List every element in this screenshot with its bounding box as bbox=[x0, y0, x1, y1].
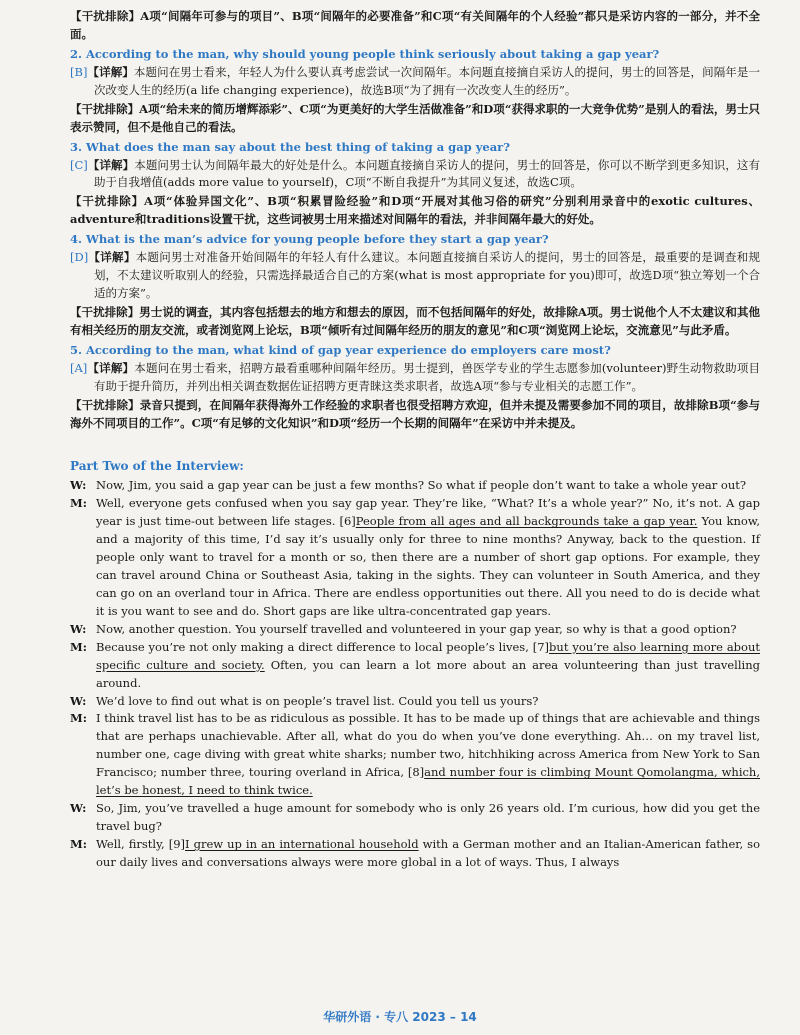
detail-tag: 【详解】 bbox=[88, 250, 136, 265]
distract-tag: 【干扰排除】 bbox=[70, 305, 140, 319]
detail-tag: 【详解】 bbox=[87, 360, 135, 375]
dialogue-turn bbox=[70, 836, 760, 872]
speaker-label: W: bbox=[70, 693, 87, 708]
turn-text bbox=[96, 800, 760, 836]
dialogue-turn bbox=[70, 477, 760, 495]
question-5: 5. According to the man, what kind of gap year experience do employers care most? bbox=[70, 342, 611, 357]
dialogue-turn bbox=[70, 495, 760, 621]
turn-text bbox=[96, 639, 760, 693]
turn-text bbox=[96, 495, 760, 621]
distract-block-q3 bbox=[70, 193, 760, 229]
dialogue-turn bbox=[70, 693, 760, 711]
speaker-label: W: bbox=[70, 801, 87, 816]
distract-tag: 【干扰排除】 bbox=[70, 194, 144, 209]
speaker-label: W: bbox=[70, 478, 87, 493]
distract-block-q5 bbox=[70, 397, 760, 433]
distract-block-q4 bbox=[70, 304, 760, 340]
turn-text bbox=[96, 710, 760, 800]
question-4: 4. What is the man’s advice for young people before they start a gap year? bbox=[70, 232, 549, 247]
dialogue-turn bbox=[70, 639, 760, 693]
speaker-label: W: bbox=[70, 621, 87, 636]
turn-segment: Because you’re not only making a direct difference to local people’s lives, [7] bbox=[96, 639, 550, 654]
interview-transcript bbox=[70, 477, 760, 872]
answer-underline: People from all ages and all backgrounds take a gap year. bbox=[355, 514, 698, 529]
section-title: Part Two of the Interview: bbox=[70, 458, 244, 473]
distract-block-q1 bbox=[70, 8, 760, 44]
speaker-label: M: bbox=[70, 837, 87, 852]
dialogue-turn bbox=[70, 800, 760, 836]
turn-segment: We’d love to find out what is on people’s travel list. Could you tell us yours? bbox=[96, 693, 539, 708]
distract-text: 男士说的调查，其内容包括想去的地方和想去的原因，而不包括间隔年的好处，故排除A项。男士说他个人不太建议和其他有相关经历的朋友交流，或者浏览网上论坛，B项“倾听有过间隔年经历的朋友的意见”和C项“浏览网上论坛，交流意见”与此矛盾。 bbox=[70, 305, 760, 337]
turn-segment: Often, you can learn a lot more about an area volunteering than just travelling around. bbox=[96, 657, 760, 690]
page-footer: 华研外语 · 专八 2023 – 14 bbox=[323, 1010, 477, 1025]
answer-underline: I grew up in an international household bbox=[185, 837, 419, 852]
answer-underline: and number four is climbing Mount Qomolangma, which, let’s be honest, I need to think twice. bbox=[96, 765, 760, 798]
detail-tag: 【详解】 bbox=[87, 157, 135, 172]
answer-detail-3 bbox=[70, 157, 760, 193]
answer-underline: but you’re also learning more about specific culture and society. bbox=[96, 639, 760, 672]
turn-segment: with a German mother and an Italian-American father, so our daily lives and conversations always were more global in a lot of ways. Thus, I always bbox=[96, 837, 760, 869]
turn-segment: Well, firstly, [9] bbox=[96, 837, 186, 852]
distract-tag: 【干扰排除】 bbox=[70, 397, 140, 412]
question-3: 3. What does the man say about the best thing of taking a gap year? bbox=[70, 139, 510, 154]
answer-detail-4 bbox=[70, 249, 760, 303]
distract-tag: 【干扰排除】 bbox=[70, 9, 141, 23]
turn-segment: Well, everyone gets confused when you say gap year. They’re like, “What? It’s a whole year?” No, it’s not. A gap year is just time-out between life stages. [6] bbox=[96, 496, 760, 529]
speaker-label: M: bbox=[70, 639, 87, 654]
question-2: 2. According to the man, why should young people think seriously about taking a gap year? bbox=[70, 46, 660, 61]
distract-text: A项“间隔年可参与的项目”、B项“间隔年的必要准备”和C项“有关间隔年的个人经验”都只是采访内容的一部分，并不全面。 bbox=[70, 9, 760, 41]
detail-text: 本题问男士对准备开始间隔年的年轻人有什么建议。本问题直接摘自采访人的提问，男士的回答是，最重要的是调查和规划，不太建议听取别人的经验，只需选择最适合自己的方案(what is most appropriate for you)即可，故选D项“独立筹划一个合适的方案”。 bbox=[94, 250, 761, 301]
answer-letter: [B] bbox=[70, 64, 88, 79]
turn-segment: You know, and a majority of this time, I’d say it’s usually only for three to nine months? Anyway, back to the question. If people only want to travel for a month or so, then there are a number of short gap options. For example, they can travel around China or Southeast Asia, taking in the sights. They can volunteer in South America, and they can go on an overland tour in Africa. There are endless opportunities out there. All you need to do is decide what it is you want to see and do. Short gaps are like ultra-concentrated gap years. bbox=[96, 514, 760, 618]
turn-text bbox=[96, 477, 760, 495]
detail-tag: 【详解】 bbox=[87, 64, 134, 79]
distract-text: 录音只提到，在间隔年获得海外工作经验的求职者也很受招聘方欢迎，但并未提及需要参加不同的项目，故排除B项“参与海外不同项目的工作”。C项“有足够的文化知识”和D项“经历一个长期的间隔年”在采访中并未提及。 bbox=[70, 397, 760, 430]
answer-detail-2 bbox=[70, 64, 760, 100]
speaker-label: M: bbox=[70, 711, 87, 726]
dialogue-turn bbox=[70, 621, 760, 639]
speaker-label: M: bbox=[70, 496, 87, 511]
dialogue-turn bbox=[70, 710, 760, 800]
turn-segment: Now, Jim, you said a gap year can be just a few months? So what if people don’t want to take a whole year out? bbox=[96, 478, 747, 493]
detail-text: 本题问在男士看来，年轻人为什么要认真考虑尝试一次间隔年。本问题直接摘自采访人的提问，男士的回答是，间隔年是一次改变人生的经历(a life changing experience)，故选B项“为了拥有一次改变人生的经历”。 bbox=[94, 64, 760, 97]
distract-text: A项“体验异国文化”、B项“积累冒险经验”和D项“开展对其他习俗的研究”分别利用录音中的exotic cultures、adventure和traditions设置干扰，这些词被男士用来描述对间隔年的看法，并非间隔年最大的好处。 bbox=[70, 194, 760, 227]
turn-text bbox=[96, 693, 760, 711]
answer-letter: [A] bbox=[70, 360, 88, 375]
answer-letter: [C] bbox=[70, 157, 88, 172]
turn-text bbox=[96, 836, 760, 872]
detail-text: 本题问在男士看来，招聘方最看重哪种间隔年经历。男士提到，兽医学专业的学生志愿参加(volunteer)野生动物救助项目有助于提升简历，并列出相关调查数据佐证招聘方更青睐这类求职者，故选A项“参与专业相关的志愿工作”。 bbox=[94, 360, 761, 393]
turn-segment: So, Jim, you’ve travelled a huge amount for somebody who is only 26 years old. I’m curious, how did you get the travel bug? bbox=[96, 801, 760, 834]
turn-segment: Now, another question. You yourself travelled and volunteered in your gap year, so why is that a good option? bbox=[96, 621, 737, 636]
detail-text: 本题问男士认为间隔年最大的好处是什么。本问题直接摘自采访人的提问，男士的回答是，你可以不断学到更多知识，这有助于自我增值(adds more value to yourself)，C项“不断自我提升”为其同义复述，故选C项。 bbox=[94, 157, 760, 190]
answer-letter: [D] bbox=[70, 250, 89, 265]
distract-block-q2 bbox=[70, 101, 760, 137]
distract-text: A项“给未来的简历增辉添彩”、C项“为更美好的大学生活做准备”和D项“获得求职的一大竞争优势”是别人的看法，男士只表示赞同，但不是他自己的看法。 bbox=[70, 101, 760, 134]
distract-tag: 【干扰排除】 bbox=[70, 101, 140, 116]
turn-text bbox=[96, 621, 760, 639]
answer-detail-5 bbox=[70, 360, 760, 396]
turn-segment: I think travel list has to be as ridiculous as possible. It has to be made up of things that are achievable and things that are perhaps unachievable. After all, what do you do when you’ve done everything. Ah… on my travel list, number one, cage diving with great white sharks; number two, hitchhiking across America from New York to San Francisco; number three, touring overland in Africa, [8] bbox=[96, 711, 760, 780]
